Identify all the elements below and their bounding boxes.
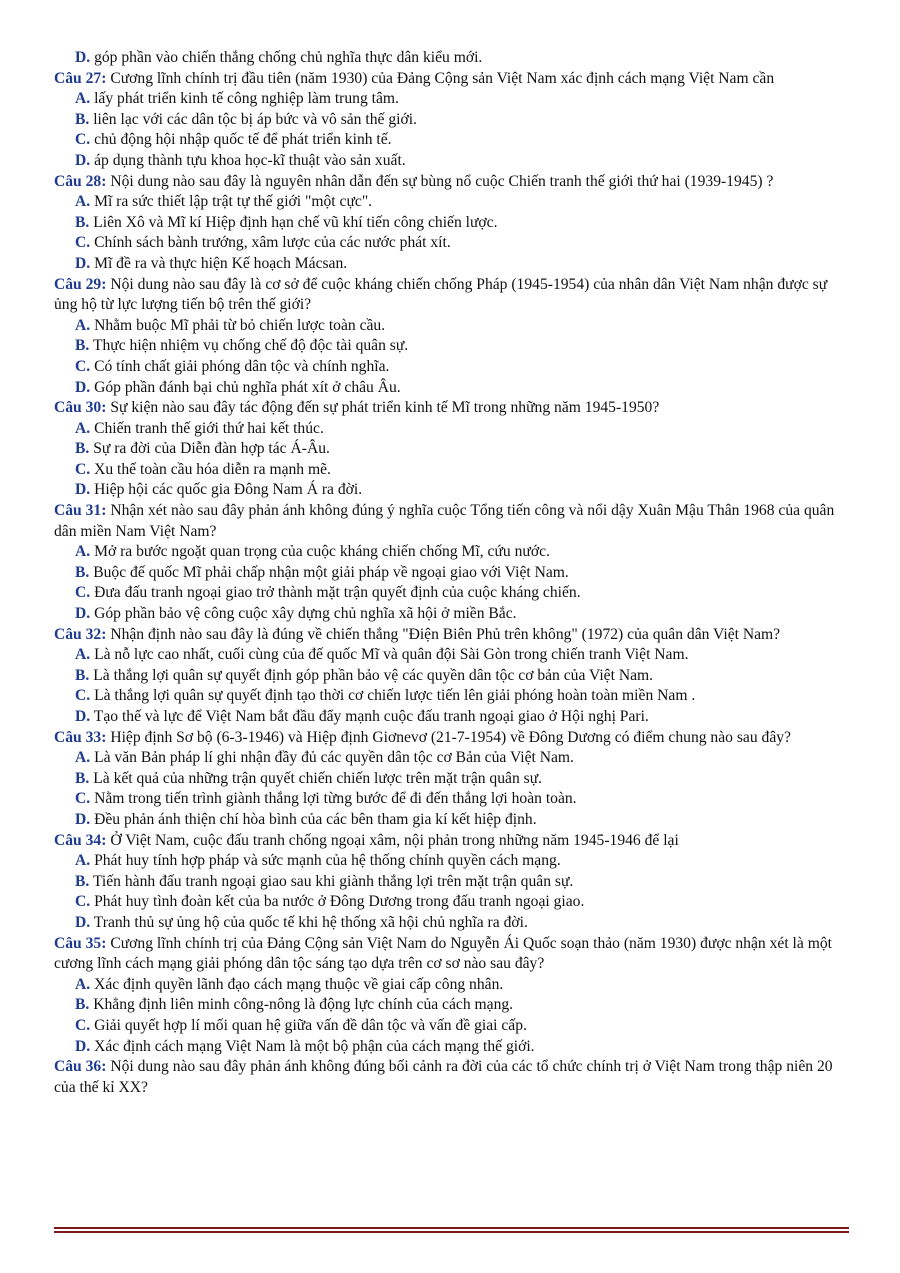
answer-option [54, 789, 854, 810]
option-text: Tạo thế và lực để Việt Nam bắt đầu đẩy mạnh cuộc đấu tranh ngoại giao ở Hội nghị Pari. [93, 708, 649, 725]
questions-container [54, 69, 854, 1099]
question-text: Nhận định nào sau đây là đúng về chiến thắng "Điện Biên Phủ trên không" (1972) của quân dân Việt Nam? [110, 625, 781, 643]
option-letter: B. [75, 872, 90, 890]
answer-option [54, 110, 854, 131]
answer-option [54, 769, 854, 790]
option-text: Xác định quyền lãnh đạo cách mạng thuộc về giai cấp công nhân. [94, 975, 504, 993]
question-number: Câu 29: [54, 275, 107, 293]
question-text: Cương lĩnh chính trị của Đảng Cộng sản Việt Nam do Nguyễn Ái Quốc soạn thảo (năm 1930) được nhận xét là một cương lĩnh cách mạng giải phóng dân tộc sáng tạo dựa trên cơ sơ nào sau đây? [54, 934, 832, 973]
option-letter: D. [75, 605, 91, 623]
option-text: Mở ra bước ngoặt quan trọng của cuộc kháng chiến chống Mĩ, cứu nước. [94, 543, 550, 561]
answer-option [54, 254, 854, 275]
option-letter: A. [75, 193, 91, 211]
answer-option [54, 192, 854, 213]
option-letter: A. [75, 543, 91, 561]
answer-option [54, 707, 854, 728]
question-number: Câu 27: [54, 69, 107, 87]
option-text: Giải quyết hợp lí mối quan hệ giữa vấn đề dân tộc và vấn đề giai cấp. [94, 1016, 527, 1034]
option-letter: D. [75, 1037, 91, 1055]
option-letter: D. [75, 254, 91, 272]
question [54, 831, 854, 852]
answer-option [54, 419, 854, 440]
question [54, 625, 854, 646]
option-letter: C. [75, 893, 91, 911]
option-text: Là thắng lợi quân sự quyết định góp phần bảo vệ các quyền dân tộc cơ bản của Việt Nam. [93, 666, 654, 684]
option-text: Khẳng định liên minh công-nông là động lực chính của cách mạng. [93, 996, 514, 1014]
option-letter: A. [75, 90, 91, 108]
answer-option [54, 439, 854, 460]
question [54, 1057, 854, 1098]
question-number: Câu 28: [54, 172, 107, 190]
option-letter: C. [75, 357, 91, 375]
answer-option [54, 542, 854, 563]
option-text: Xác định cách mạng Việt Nam là một bộ phận của cách mạng thế giới. [94, 1037, 535, 1055]
option-letter: B. [75, 769, 90, 787]
option-text: Phát huy tính hợp pháp và sức mạnh của hệ thống chính quyền cách mạng. [94, 852, 561, 870]
option-text: Mĩ ra sức thiết lập trật tự thế giới "một cực". [94, 193, 373, 211]
answer-option [54, 336, 854, 357]
question [54, 69, 854, 90]
option-letter: A. [75, 419, 91, 437]
answer-option [54, 645, 854, 666]
answer-option [54, 810, 854, 831]
option-letter: D. [75, 151, 91, 169]
option-text: Góp phần đánh bại chủ nghĩa phát xít ở châu Âu. [94, 378, 401, 396]
option-letter: B. [75, 666, 90, 684]
question-text: Sự kiện nào sau đây tác động đến sự phát triển kinh tế Mĩ trong những năm 1945-1950? [110, 399, 660, 417]
answer-option [54, 851, 854, 872]
option-text: Đưa đấu tranh ngoại giao trở thành mặt trận quyết định của cuộc kháng chiến. [94, 584, 581, 602]
option-d-carryover: D. góp phần vào chiến thắng chống chủ nghĩa thực dân kiểu mới. [75, 49, 483, 66]
option-text: Liên Xô và Mĩ kí Hiệp định hạn chế vũ khí tiến công chiến lược. [93, 213, 498, 231]
option-letter: D. [75, 810, 91, 828]
question-number: Câu 33: [54, 728, 107, 746]
option-letter: B. [75, 337, 90, 355]
option-letter: C. [75, 131, 91, 149]
answer-option [54, 213, 854, 234]
answer-option [54, 480, 854, 501]
option-text: Là văn Bản pháp lí ghi nhận đầy đủ các quyền dân tộc cơ Bản của Việt Nam. [94, 749, 574, 767]
option-text: Có tính chất giải phóng dân tộc và chính nghĩa. [94, 357, 390, 375]
option-letter: D. [75, 708, 91, 725]
option-text: Thực hiện nhiệm vụ chống chế độ độc tài quân sự. [92, 337, 409, 355]
question-list [54, 48, 854, 1098]
answer-option [54, 583, 854, 604]
question [54, 501, 854, 542]
option-letter: A. [75, 749, 91, 767]
answer-option [54, 378, 854, 399]
option-text: Phát huy tình đoàn kết của ba nước ở Đông Dương trong đấu tranh ngoại giao. [94, 893, 585, 911]
question-text: Nội dung nào sau đây phản ánh không đúng bối cảnh ra đời của các tổ chức chính trị ở Việt Nam trong thập niên 20 của thế kỉ XX? [54, 1058, 833, 1096]
answer-option [54, 975, 854, 996]
option-text: Là kết quả của những trận quyết chiến chiến lược trên mặt trận quân sự. [93, 769, 543, 787]
answer-option [54, 1016, 854, 1037]
question-number: Câu 30: [54, 399, 107, 417]
option-text: Tranh thủ sự ủng hộ của quốc tế khi hệ thống xã hội chủ nghĩa ra đời. [93, 913, 528, 931]
question-text: Ở Việt Nam, cuộc đấu tranh chống ngoại xâm, nội phản trong những năm 1945-1946 để lại [110, 831, 679, 849]
option-letter: A. [75, 975, 91, 993]
option-letter: D. [75, 913, 91, 931]
option-text: chủ động hội nhập quốc tế để phát triển kinh tế. [94, 131, 392, 149]
option-letter: B. [75, 996, 90, 1014]
option-text: Đều phản ánh thiện chí hòa bình của các bên tham gia kí kết hiệp định. [94, 810, 537, 828]
answer-option [54, 151, 854, 172]
option-text: Sự ra đời của Diễn đàn hợp tác Á-Âu. [93, 440, 330, 458]
answer-option [54, 604, 854, 625]
question-number: Câu 35: [54, 934, 107, 952]
question-number: Câu 36: [54, 1058, 107, 1076]
answer-option [54, 892, 854, 913]
option-letter: C. [75, 584, 91, 602]
option-text: Hiệp hội các quốc gia Đông Nam Á ra đời. [94, 481, 363, 499]
question-number: Câu 34: [54, 831, 107, 849]
question [54, 728, 854, 749]
question-text: Hiệp định Sơ bộ (6-3-1946) và Hiệp định Giơnevơ (21-7-1954) về Đông Dương có điểm chung nào sau đây? [110, 728, 791, 746]
answer-option [54, 1037, 854, 1058]
option-text: Là thắng lợi quân sự quyết định tạo thời cơ chiến lược tiến lên giải phóng hoàn toàn miền Nam . [94, 687, 696, 705]
question [54, 172, 854, 193]
answer-option [54, 357, 854, 378]
question [54, 275, 854, 316]
option-letter: A. [75, 852, 91, 870]
option-text: Xu thế toàn cầu hóa diễn ra mạnh mẽ. [94, 460, 331, 478]
option-letter: B. [75, 440, 90, 458]
answer-option [54, 686, 854, 707]
option-text: Tiến hành đấu tranh ngoại giao sau khi giành thắng lợi trên mặt trận quân sự. [92, 872, 574, 890]
option-letter: B. [75, 563, 90, 581]
option-text: Chính sách bành trướng, xâm lược của các nước phát xít. [94, 234, 451, 252]
question-text: Nội dung nào sau đây là cơ sở để cuộc kháng chiến chống Pháp (1945-1954) của nhân dân Việt Nam nhận được sự ủng hộ từ lực lượng tiến bộ trên thế giới? [54, 275, 828, 314]
option-text: Chiến tranh thế giới thứ hai kết thúc. [94, 419, 324, 437]
option-text: Góp phần bảo vệ công cuộc xây dựng chủ nghĩa xã hội ở miền Bắc. [94, 605, 517, 623]
option-text: liên lạc với các dân tộc bị áp bức và vô sản thế giới. [93, 110, 417, 128]
question-text: Nội dung nào sau đây là nguyên nhân dẫn đến sự bùng nổ cuộc Chiến tranh thế giới thứ hai (1939-1945) ? [110, 172, 774, 190]
answer-option [54, 666, 854, 687]
option-text: áp dụng thành tựu khoa học-kĩ thuật vào sản xuất. [94, 151, 406, 169]
option-text: lấy phát triển kinh tế công nghiệp làm trung tâm. [94, 90, 399, 108]
option-letter: C. [75, 1016, 91, 1034]
answer-option [54, 995, 854, 1016]
answer-option [54, 233, 854, 254]
answer-option [54, 872, 854, 893]
option-letter: D. [75, 481, 91, 499]
answer-option [54, 460, 854, 481]
option-letter: B. [75, 213, 90, 231]
question [54, 398, 854, 419]
option-letter: C. [75, 234, 91, 252]
question-number: Câu 32: [54, 625, 107, 643]
answer-option [54, 748, 854, 769]
option-text: Nhằm buộc Mĩ phải từ bỏ chiến lược toàn cầu. [94, 316, 386, 334]
option-letter: B. [75, 110, 90, 128]
option-letter: C. [75, 687, 91, 705]
question-text: Nhận xét nào sau đây phản ánh không đúng ý nghĩa cuộc Tổng tiến công và nổi dậy Xuân Mậu Thân 1968 của quân dân miền Nam Việt Nam? [54, 502, 835, 540]
answer-option [54, 563, 854, 584]
option-text: Buộc đế quốc Mĩ phải chấp nhận một giải pháp về ngoại giao với Việt Nam. [93, 563, 569, 581]
answer-option [54, 913, 854, 934]
option-letter: D. [75, 378, 91, 396]
answer-option [54, 316, 854, 337]
option-text: Mĩ đề ra và thực hiện Kế hoạch Mácsan. [94, 254, 348, 272]
option-text: Nằm trong tiến trình giành thắng lợi từng bước để đi đến thắng lợi hoàn toàn. [94, 790, 577, 808]
question [54, 934, 854, 975]
option-letter: A. [75, 646, 91, 664]
option-letter: C. [75, 790, 91, 808]
answer-option [54, 89, 854, 110]
question-text: Cương lĩnh chính trị đầu tiên (năm 1930) của Đảng Cộng sản Việt Nam xác định cách mạng Việt Nam cần [110, 69, 775, 87]
question-number: Câu 31: [54, 502, 107, 520]
answer-option [54, 130, 854, 151]
option-text: Là nỗ lực cao nhất, cuối cùng của đế quốc Mĩ và quân đội Sài Gòn trong chiến tranh Việt Nam. [94, 646, 689, 664]
option-letter: C. [75, 460, 91, 478]
footer-divider [54, 1227, 849, 1233]
option-letter: A. [75, 316, 91, 334]
